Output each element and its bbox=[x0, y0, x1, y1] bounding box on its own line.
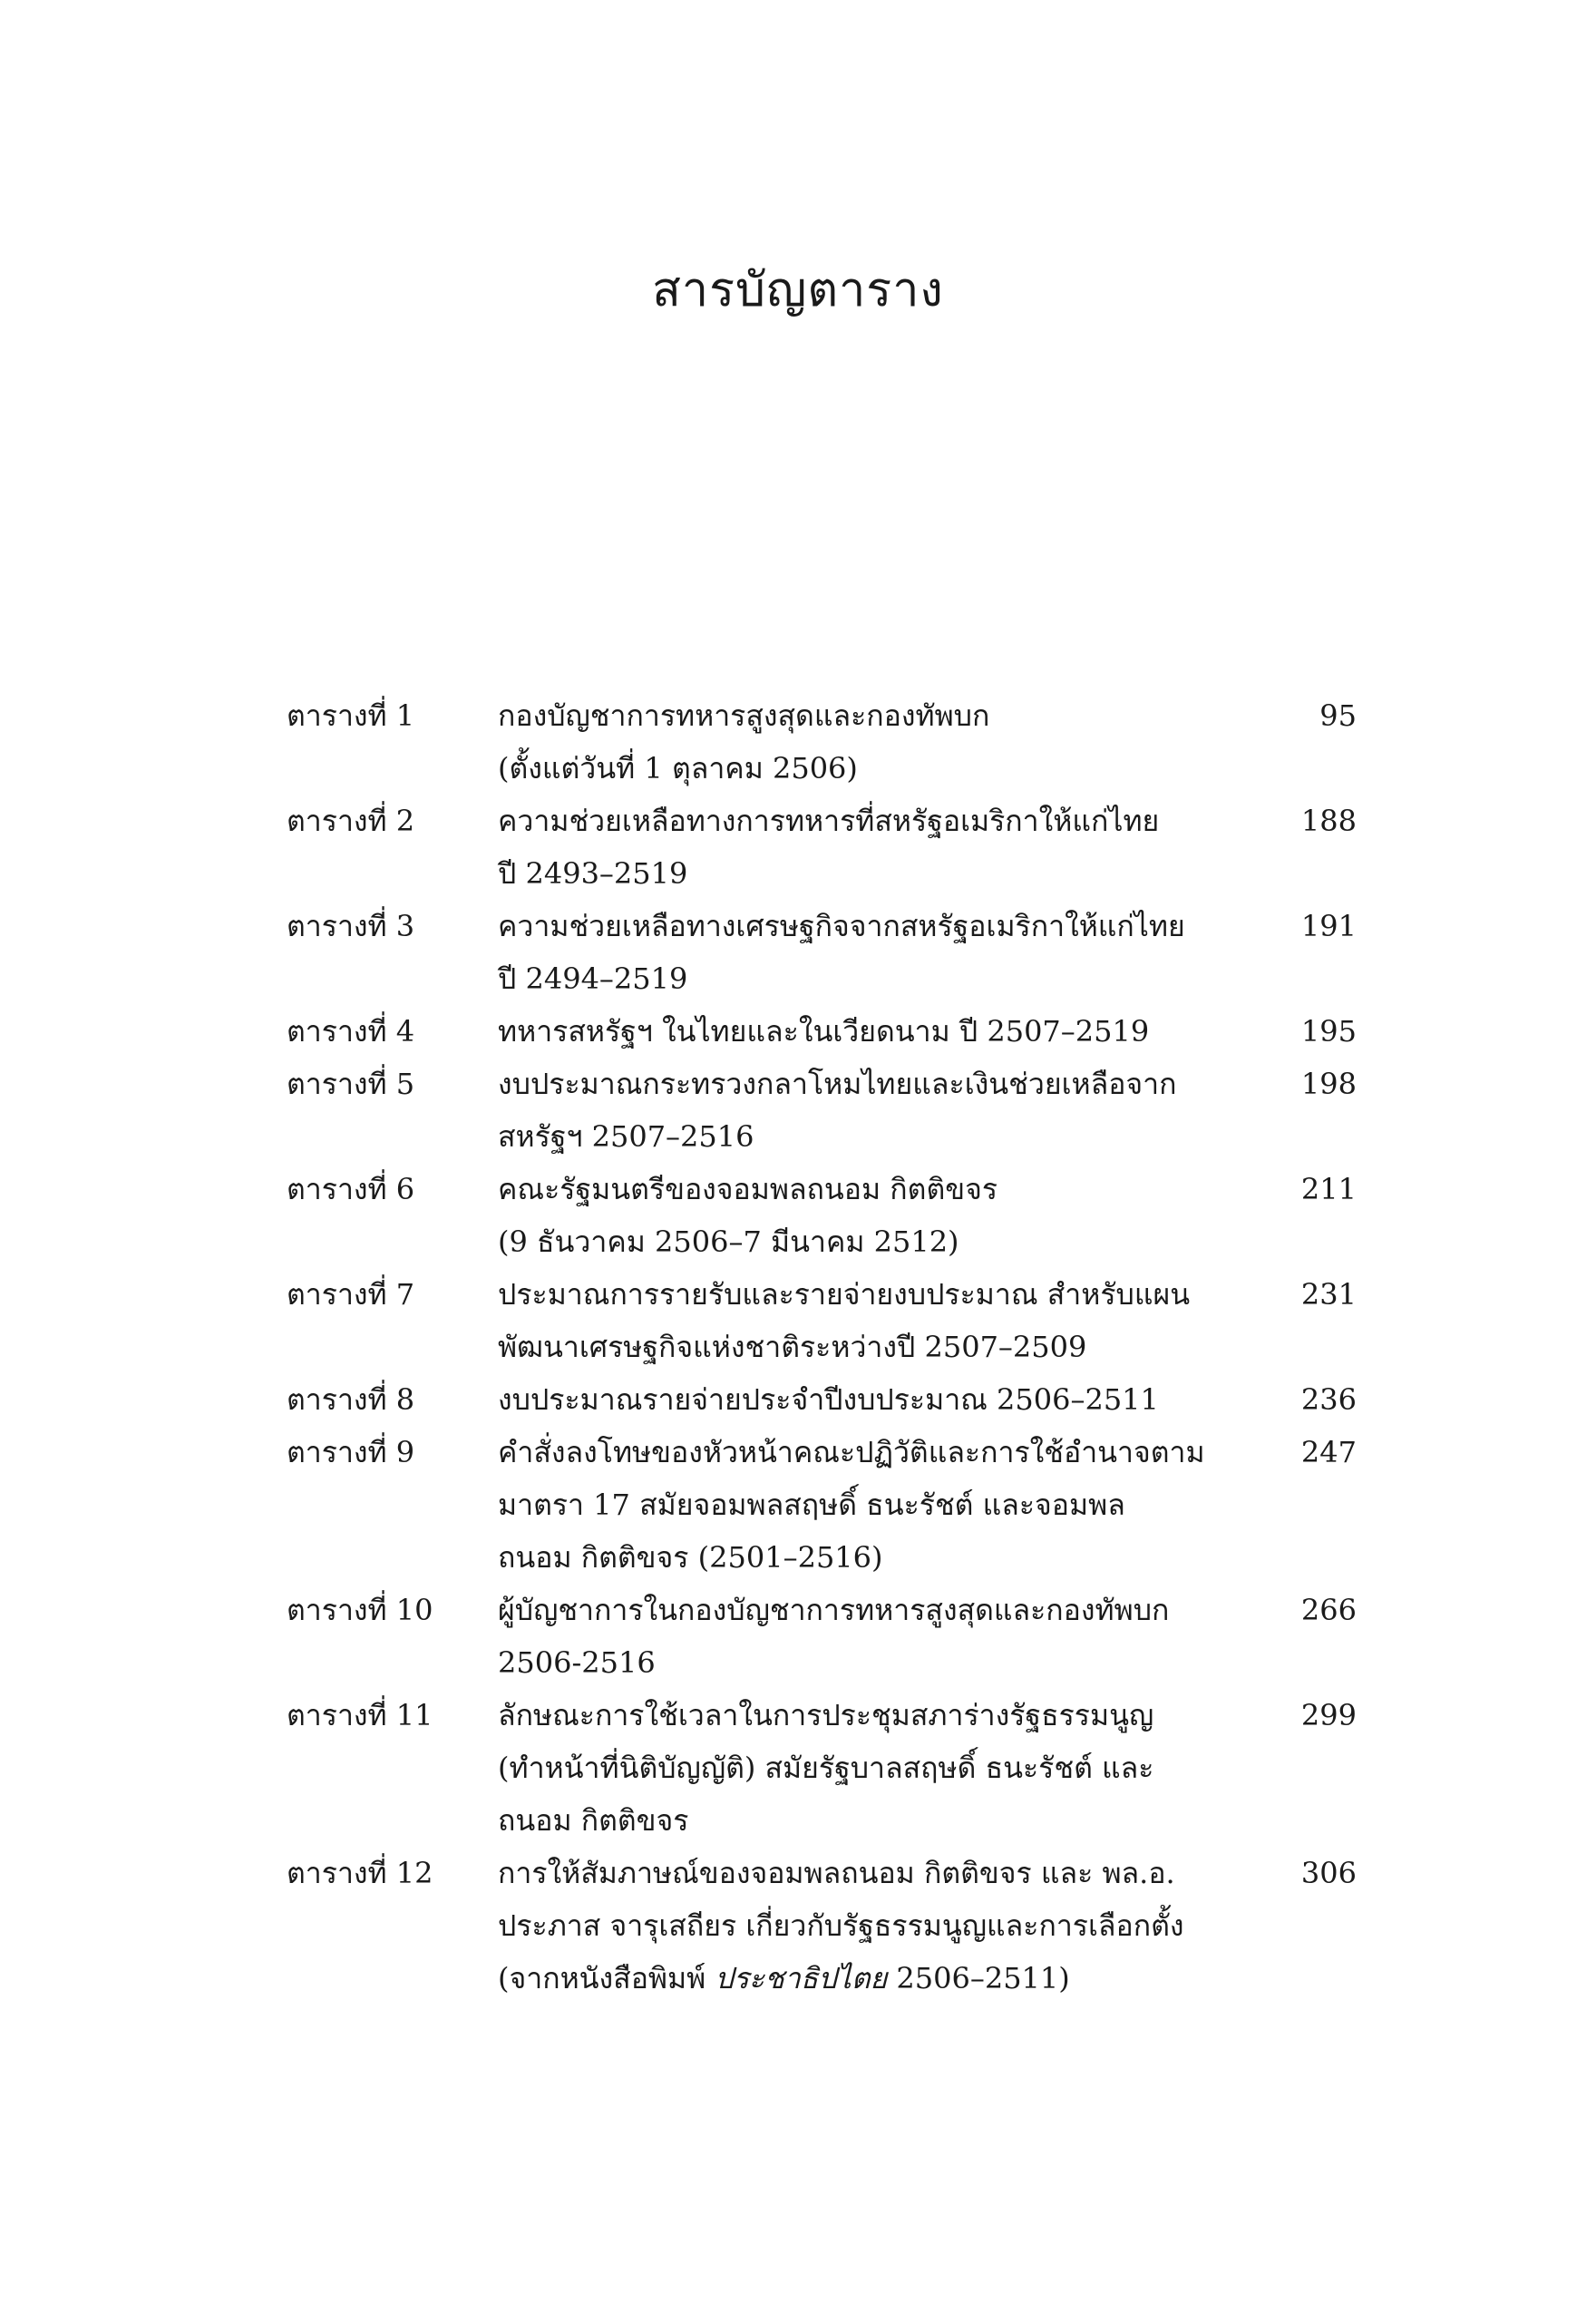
entry-description-line: (ทำหน้าที่นิติบัญญัติ) สมัยรัฐบาลสฤษดิ์ ธนะรัชต์ และ bbox=[498, 1751, 1154, 1785]
entry-label: ตารางที่ 11 bbox=[287, 1698, 433, 1732]
entry-page-number: 236 bbox=[1300, 1382, 1357, 1417]
entry-description-line: ประมาณการรายรับและรายจ่ายงบประมาณ สำหรับแผน bbox=[498, 1277, 1191, 1312]
entry-page-number: 247 bbox=[1300, 1435, 1357, 1469]
entry-page-number: 231 bbox=[1300, 1277, 1357, 1312]
entry-page-number: 299 bbox=[1300, 1698, 1357, 1732]
entry-description bbox=[498, 689, 1187, 795]
entry-description-line: 2506-2516 bbox=[498, 1645, 656, 1680]
entry-page-number: 188 bbox=[1300, 804, 1357, 838]
entry-description-line-source bbox=[498, 1952, 1187, 2005]
entry-description-line: ถนอม กิตติขจร (2501–2516) bbox=[498, 1540, 883, 1575]
table-of-tables bbox=[287, 689, 1357, 2005]
entry-label: ตารางที่ 8 bbox=[287, 1382, 415, 1417]
entry-description-line: ปี 2494–2519 bbox=[498, 961, 688, 996]
entry-label: ตารางที่ 7 bbox=[287, 1277, 415, 1312]
entry-description-line: ความช่วยเหลือทางเศรษฐกิจจากสหรัฐอเมริกาให้แก่ไทย bbox=[498, 909, 1185, 943]
toc-entry-1 bbox=[287, 689, 1357, 795]
entry-page-number: 198 bbox=[1300, 1067, 1357, 1101]
entry-description-line: ผู้บัญชาการในกองบัญชาการทหารสูงสุดและกองทัพบก bbox=[498, 1593, 1170, 1627]
entry-description-line: ปี 2493–2519 bbox=[498, 856, 688, 891]
toc-entry-4 bbox=[287, 1005, 1357, 1058]
entry-description-line: สหรัฐฯ 2507–2516 bbox=[498, 1119, 754, 1154]
toc-entry-11 bbox=[287, 1689, 1357, 1847]
entry-description-line: งบประมาณรายจ่ายประจำปีงบประมาณ 2506–2511 bbox=[498, 1382, 1159, 1417]
entry-description-line: ลักษณะการใช้เวลาในการประชุมสภาร่างรัฐธรรมนูญ bbox=[498, 1698, 1154, 1732]
toc-entry-5 bbox=[287, 1058, 1357, 1163]
entry-description bbox=[498, 795, 1187, 900]
entry-description bbox=[498, 900, 1187, 1005]
source-open-text: (จากหนังสือพิมพ์ bbox=[498, 1961, 715, 1995]
entry-label: ตารางที่ 12 bbox=[287, 1856, 433, 1890]
entry-description-line: ถนอม กิตติขจร bbox=[498, 1803, 689, 1838]
entry-description-line: กองบัญชาการทหารสูงสุดและกองทัพบก bbox=[498, 698, 990, 733]
source-close-text: 2506–2511) bbox=[887, 1961, 1070, 1995]
toc-entry-10 bbox=[287, 1584, 1357, 1689]
entry-description-line: ความช่วยเหลือทางการทหารที่สหรัฐอเมริกาให้แก่ไทย bbox=[498, 804, 1160, 838]
entry-page-number: 95 bbox=[1319, 698, 1357, 733]
entry-page-number: 191 bbox=[1300, 909, 1357, 943]
entry-label: ตารางที่ 4 bbox=[287, 1014, 415, 1049]
entry-description bbox=[498, 1373, 1187, 1426]
toc-entry-6 bbox=[287, 1163, 1357, 1268]
entry-label: ตารางที่ 3 bbox=[287, 909, 415, 943]
entry-page-number: 306 bbox=[1300, 1856, 1357, 1890]
entry-description-line: ประภาส จารุเสถียร เกี่ยวกับรัฐธรรมนูญและการเลือกตั้ง bbox=[498, 1908, 1184, 1943]
entry-description bbox=[498, 1426, 1205, 1584]
toc-entry-8 bbox=[287, 1373, 1357, 1426]
entry-label: ตารางที่ 2 bbox=[287, 804, 415, 838]
toc-entry-3 bbox=[287, 900, 1357, 1005]
page-title: สารบัญตาราง bbox=[652, 263, 944, 317]
entry-description bbox=[498, 1005, 1187, 1058]
entry-page-number: 266 bbox=[1300, 1593, 1357, 1627]
entry-label: ตารางที่ 1 bbox=[287, 698, 415, 733]
entry-description bbox=[498, 1847, 1187, 2005]
entry-page-number: 195 bbox=[1300, 1014, 1357, 1049]
entry-description bbox=[498, 1689, 1187, 1847]
entry-description bbox=[498, 1163, 1187, 1268]
toc-entry-9 bbox=[287, 1426, 1357, 1584]
entry-description-line: (ตั้งแต่วันที่ 1 ตุลาคม 2506) bbox=[498, 751, 858, 785]
entry-description bbox=[498, 1058, 1187, 1163]
toc-entry-12 bbox=[287, 1847, 1357, 2005]
entry-label: ตารางที่ 5 bbox=[287, 1067, 415, 1101]
toc-entry-2 bbox=[287, 795, 1357, 900]
entry-description bbox=[498, 1268, 1191, 1373]
entry-description bbox=[498, 1584, 1187, 1689]
entry-description-line: (9 ธันวาคม 2506–7 มีนาคม 2512) bbox=[498, 1224, 959, 1259]
entry-label: ตารางที่ 9 bbox=[287, 1435, 415, 1469]
entry-description-line: พัฒนาเศรษฐกิจแห่งชาติระหว่างปี 2507–2509 bbox=[498, 1330, 1087, 1364]
entry-description-line: คำสั่งลงโทษของหัวหน้าคณะปฏิวัติและการใช้อำนาจตาม bbox=[498, 1435, 1205, 1469]
entry-label: ตารางที่ 10 bbox=[287, 1593, 433, 1627]
toc-entry-7 bbox=[287, 1268, 1357, 1373]
entry-description-line: การให้สัมภาษณ์ของจอมพลถนอม กิตติขจร และ พล.อ. bbox=[498, 1856, 1175, 1890]
entry-description-line: ทหารสหรัฐฯ ในไทยและในเวียดนาม ปี 2507–2519 bbox=[498, 1014, 1150, 1049]
entry-description-line: งบประมาณกระทรวงกลาโหมไทยและเงินช่วยเหลือจาก bbox=[498, 1067, 1177, 1101]
newspaper-title: ประชาธิปไตย bbox=[715, 1961, 888, 1995]
entry-description-line: คณะรัฐมนตรีของจอมพลถนอม กิตติขจร bbox=[498, 1172, 998, 1206]
entry-description-line: มาตรา 17 สมัยจอมพลสฤษดิ์ ธนะรัชต์ และจอมพล bbox=[498, 1488, 1125, 1522]
entry-page-number: 211 bbox=[1300, 1172, 1357, 1206]
entry-label: ตารางที่ 6 bbox=[287, 1172, 415, 1206]
